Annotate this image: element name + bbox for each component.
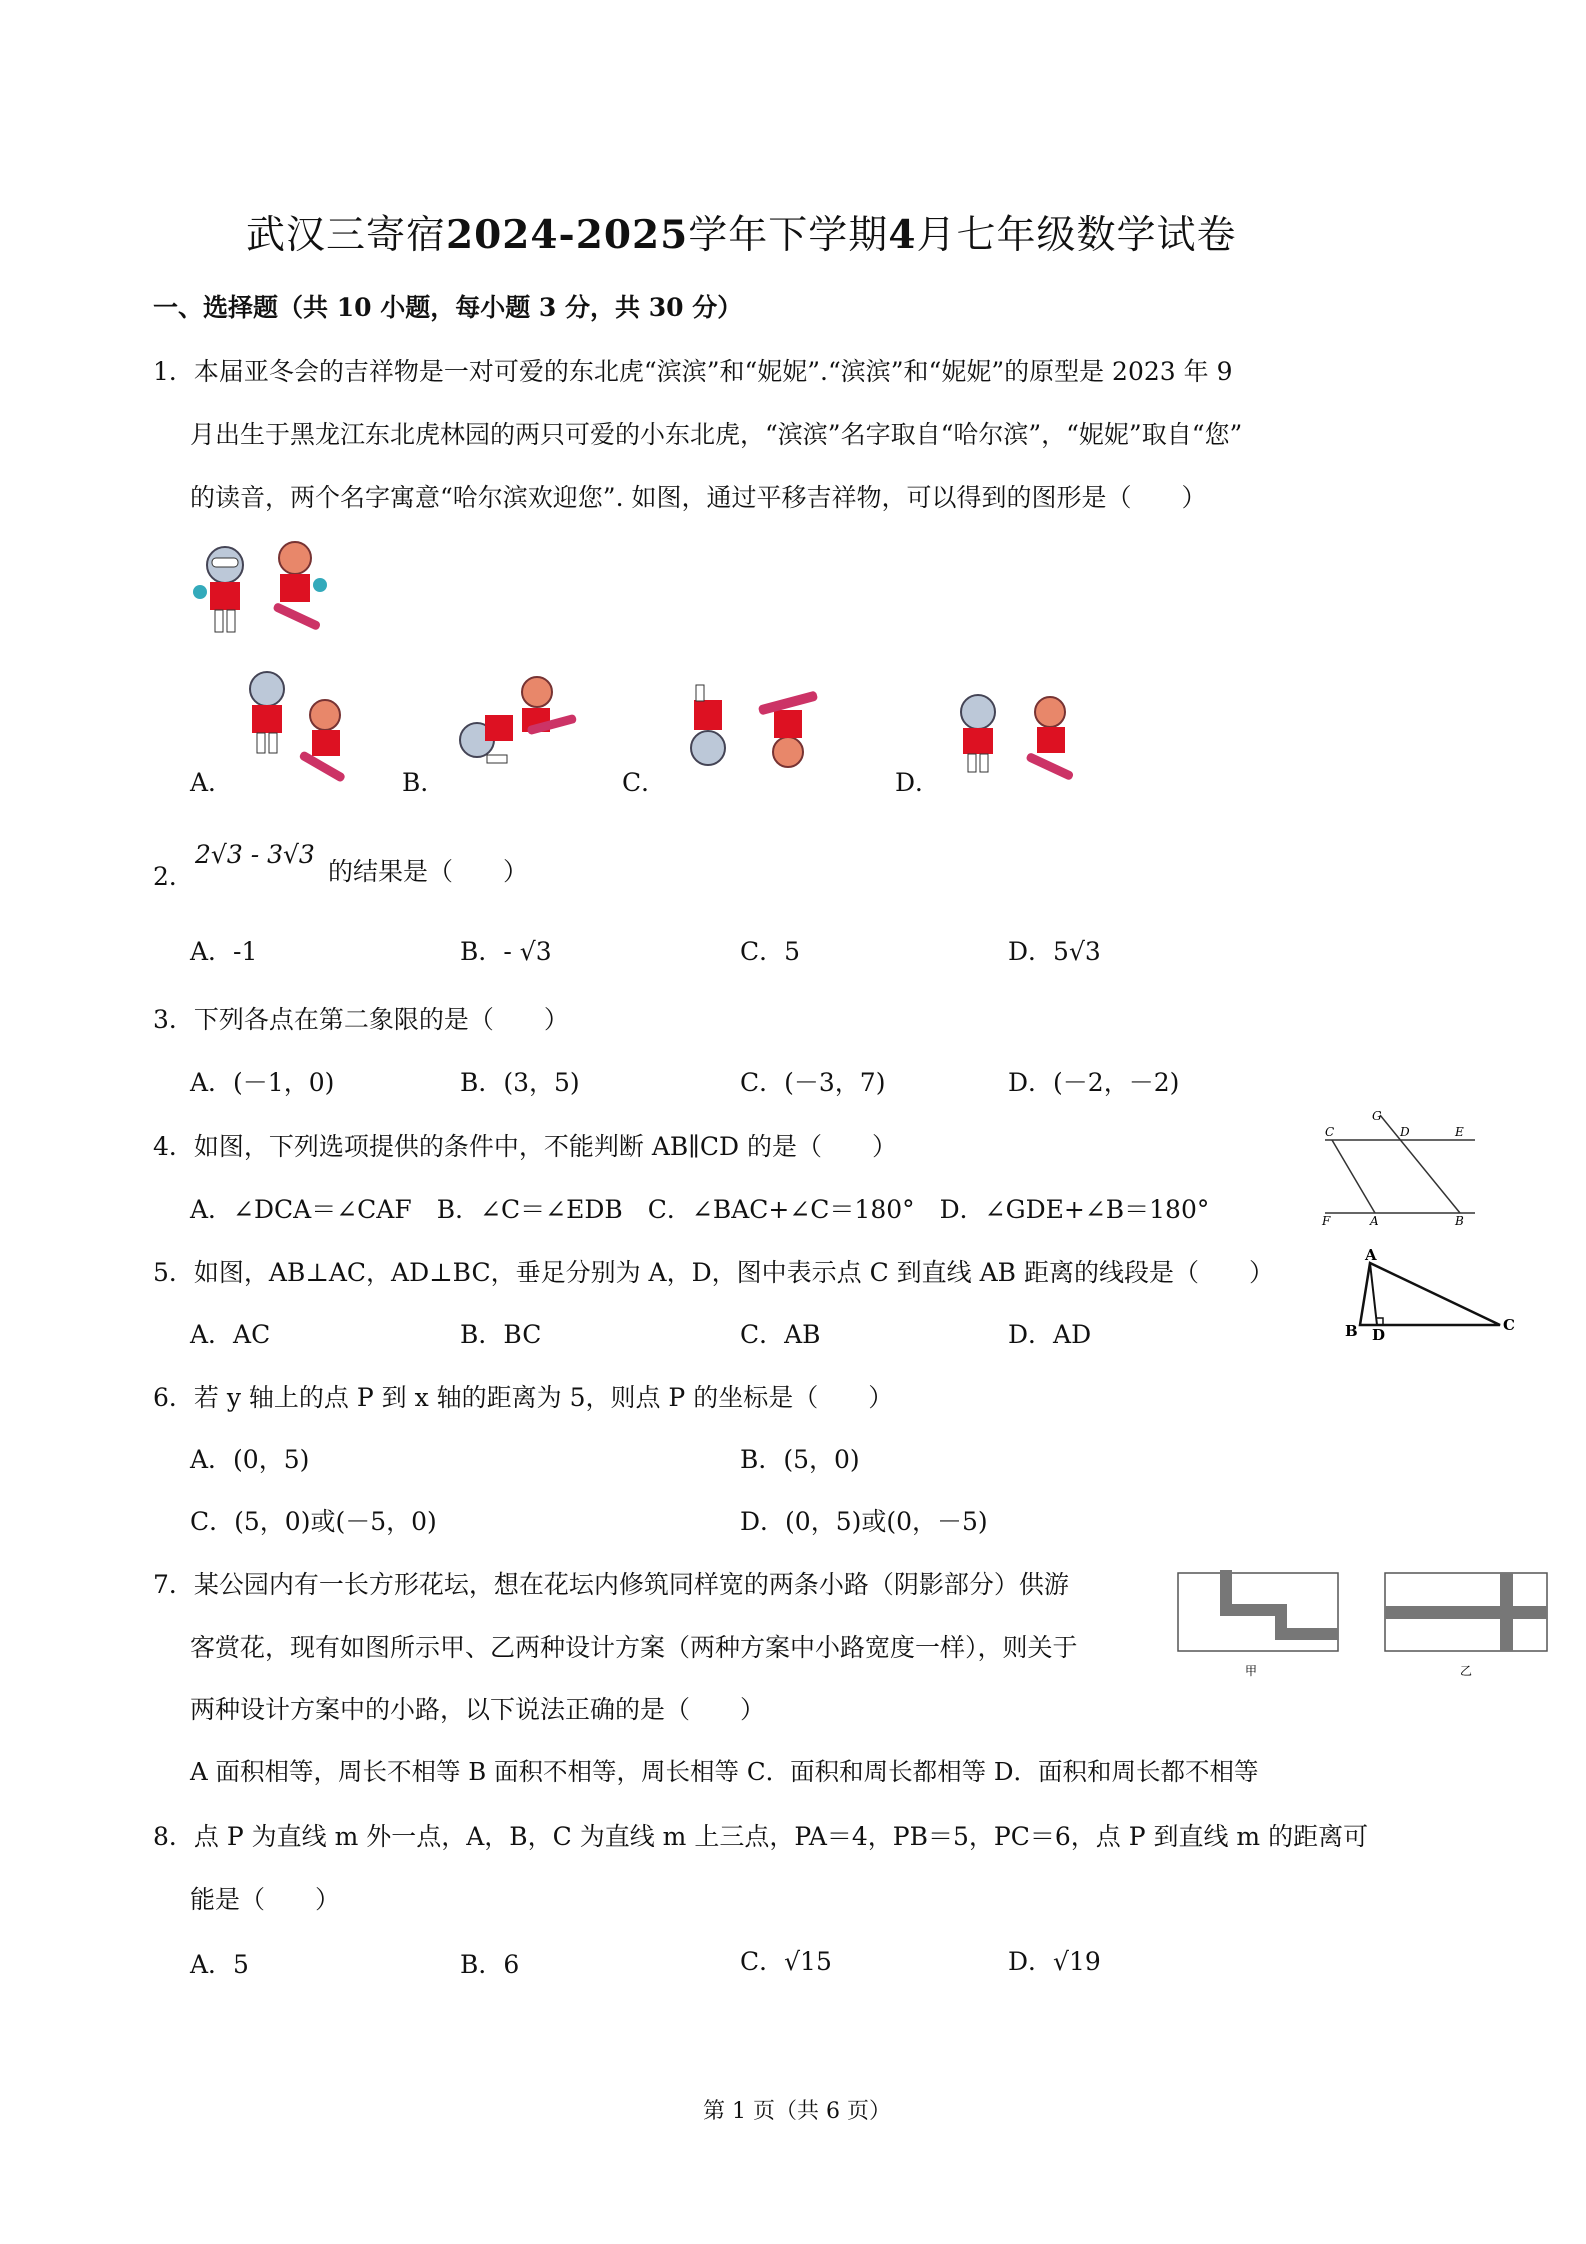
q2-option-b[interactable]: B．- √3 xyxy=(460,937,552,966)
page-footer: 第 1 页（共 6 页） xyxy=(703,2099,891,2124)
q5-label-d: D xyxy=(1372,1326,1386,1344)
q2-expression: 2√3 - 3√3 xyxy=(195,840,315,869)
mascot-original-image xyxy=(190,540,340,640)
q8-option-b[interactable]: B．6 xyxy=(460,1950,520,1979)
tiger-nini-figure xyxy=(272,542,327,631)
q1-line1: 1．本届亚冬会的吉祥物是一对可爱的东北虎“滨滨”和“妮妮”.“滨滨”和“妮妮”的原型是 2023 年 9 xyxy=(153,357,1233,386)
q4-label-d: D xyxy=(1400,1125,1410,1139)
q3-option-b[interactable]: B．(3，5) xyxy=(460,1068,580,1097)
q5-label-b: B xyxy=(1345,1322,1358,1340)
design-jia-figure xyxy=(1178,1570,1338,1678)
q1-option-d[interactable]: D． xyxy=(895,768,941,797)
q4-label-f: F xyxy=(1322,1214,1331,1228)
q7-options[interactable]: A 面积相等，周长不相等 B 面积不相等，周长相等 C．面积和周长都相等 D．面积和周长都不相等 xyxy=(190,1757,1259,1786)
q2-stem: 的结果是（ ） xyxy=(328,857,529,886)
section-heading: 一、选择题（共 10 小题，每小题 3 分，共 30 分） xyxy=(153,293,743,322)
q1-option-a-image xyxy=(237,667,357,782)
q5-label-c: C xyxy=(1503,1316,1515,1334)
q1-option-c[interactable]: C． xyxy=(622,768,667,797)
q2-option-c[interactable]: C．5 xyxy=(740,937,801,966)
q6-stem: 6．若 y 轴上的点 P 到 x 轴的距离为 5，则点 P 的坐标是（ ） xyxy=(153,1383,894,1412)
q4-label-g: G xyxy=(1372,1109,1382,1123)
q5-triangle-figure xyxy=(1340,1246,1520,1344)
q8-option-c[interactable]: C．√15 xyxy=(740,1947,832,1976)
q4-label-b: B xyxy=(1455,1214,1464,1228)
design-yi-figure xyxy=(1385,1573,1547,1678)
q5-option-a[interactable]: A．AC xyxy=(190,1320,271,1349)
q1-line2: 月出生于黑龙江东北虎林园的两只可爱的小东北虎，“滨滨”名字取自“哈尔滨”，“妮妮”取自“您” xyxy=(190,420,1243,449)
q3-stem: 3．下列各点在第二象限的是（ ） xyxy=(153,1005,569,1034)
q1-option-a[interactable]: A． xyxy=(190,768,234,797)
q4-label-e: E xyxy=(1455,1125,1464,1139)
q2-option-a[interactable]: A．-1 xyxy=(190,937,258,966)
q5-option-b[interactable]: B．BC xyxy=(460,1320,542,1349)
q6-option-c[interactable]: C．(5，0)或(－5，0) xyxy=(190,1507,437,1536)
q7-line1: 7．某公园内有一长方形花坛，想在花坛内修筑同样宽的两条小路（阴影部分）供游 xyxy=(153,1570,1069,1599)
q5-label-a: A xyxy=(1365,1246,1377,1264)
q6-option-d[interactable]: D．(0，5)或(0，－5) xyxy=(740,1507,988,1536)
q1-option-b-image xyxy=(447,670,582,780)
q6-option-a[interactable]: A．(0，5) xyxy=(190,1445,310,1474)
q1-option-b[interactable]: B． xyxy=(402,768,446,797)
q3-option-d[interactable]: D．(－2，－2) xyxy=(1008,1068,1180,1097)
q5-option-d[interactable]: D．AD xyxy=(1008,1320,1092,1349)
q1-option-d-image xyxy=(945,690,1085,785)
q7-line3: 两种设计方案中的小路，以下说法正确的是（ ） xyxy=(190,1695,766,1724)
q8-line1: 8．点 P 为直线 m 外一点，A，B，C 为直线 m 上三点，PA＝4，PB＝5，PC＝6，点 P 到直线 m 的距离可 xyxy=(153,1822,1369,1851)
design-yi-label: 乙 xyxy=(1460,1664,1473,1678)
q4-options[interactable]: A．∠DCA＝∠CAF B．∠C＝∠EDB C．∠BAC+∠C＝180° D．∠GDE+∠B＝180° xyxy=(190,1195,1210,1224)
q8-line2: 能是（ ） xyxy=(190,1885,341,1914)
q4-label-a: A xyxy=(1370,1214,1379,1228)
design-jia-label: 甲 xyxy=(1245,1664,1258,1678)
q4-label-c: C xyxy=(1325,1125,1335,1139)
tiger-binbin-figure xyxy=(193,547,243,632)
q8-option-a[interactable]: A．5 xyxy=(190,1950,249,1979)
q2-option-d[interactable]: D．5√3 xyxy=(1008,937,1101,966)
q6-option-b[interactable]: B．(5，0) xyxy=(740,1445,860,1474)
q2-number: 2． xyxy=(153,862,194,891)
q3-option-a[interactable]: A．(－1，0) xyxy=(190,1068,335,1097)
q5-stem: 5．如图，AB⊥AC，AD⊥BC，垂足分别为 A，D，图中表示点 C 到直线 AB 距离的线段是（ ） xyxy=(153,1258,1274,1287)
q4-stem: 4．如图，下列选项提供的条件中，不能判断 AB∥CD 的是（ ） xyxy=(153,1132,897,1161)
q3-option-c[interactable]: C．(－3，7) xyxy=(740,1068,886,1097)
q1-option-c-image xyxy=(668,680,833,785)
q4-parallel-lines-figure xyxy=(1320,1109,1480,1228)
q7-design-figures xyxy=(1175,1570,1555,1680)
q8-option-d[interactable]: D．√19 xyxy=(1008,1947,1101,1976)
q5-option-c[interactable]: C．AB xyxy=(740,1320,821,1349)
q7-line2: 客赏花，现有如图所示甲、乙两种设计方案（两种方案中小路宽度一样），则关于 xyxy=(190,1633,1078,1662)
q1-line3: 的读音，两个名字寓意“哈尔滨欢迎您”. 如图，通过平移吉祥物，可以得到的图形是（ ） xyxy=(190,483,1207,512)
page-title: 武汉三寄宿2024-2025学年下学期4月七年级数学试卷 xyxy=(246,212,1237,258)
